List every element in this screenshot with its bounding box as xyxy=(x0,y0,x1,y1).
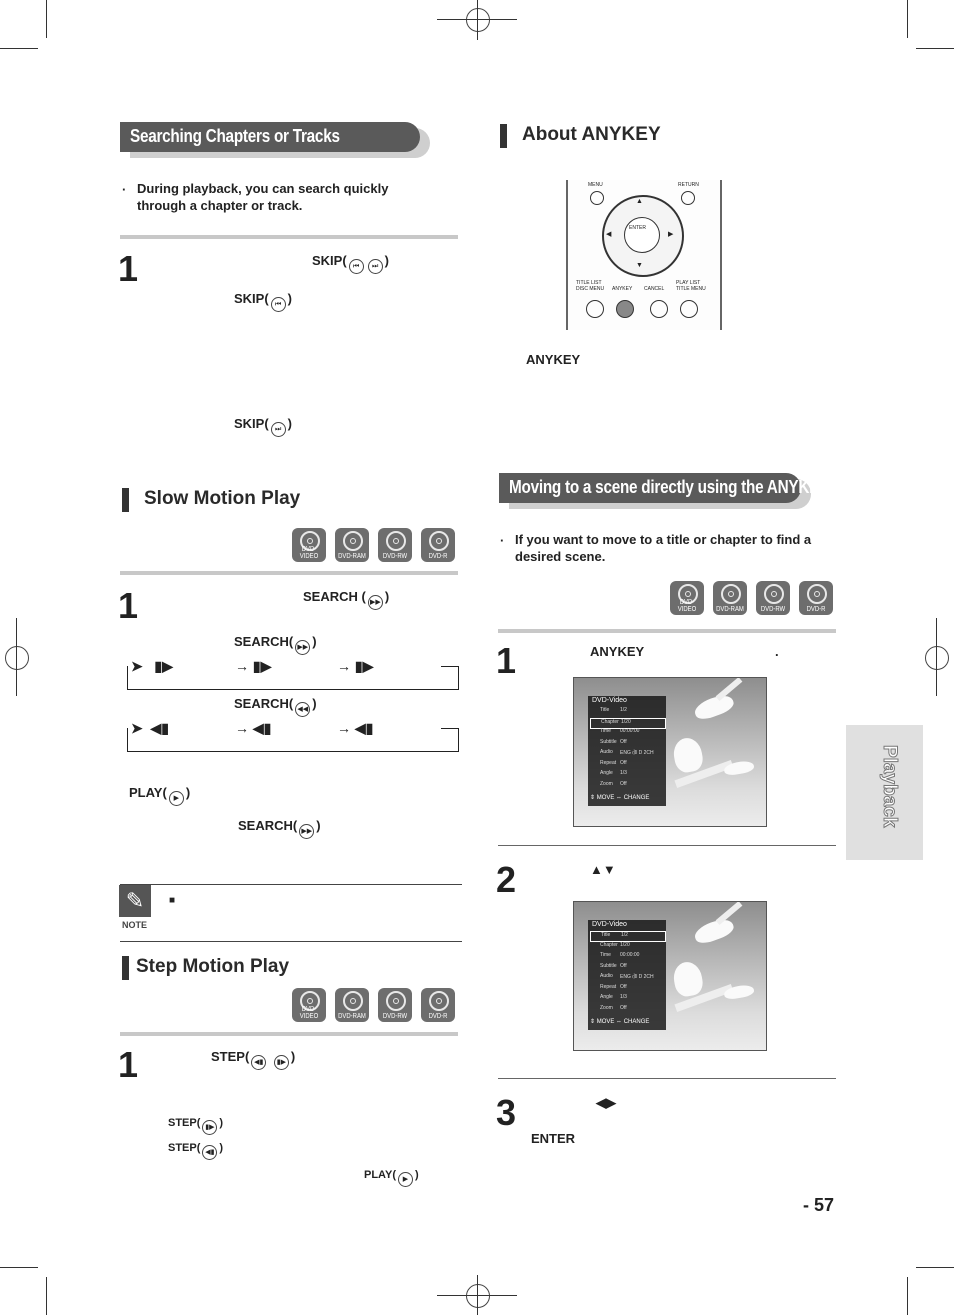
osd-screenshot: DVD-Video Title 1/2 Chapter 1/20 Time 00:00:00 Subtitle Off Audio ENG ㏈ D 2CH Repeat Off Angle 1/3 Zoom Off ⇕ MOVE ⇔ CHANGE xyxy=(573,901,767,1051)
skip-forward-label: SKIP( ⏭ ) xyxy=(234,416,292,437)
search-back-icon: ◀◀ xyxy=(295,702,310,717)
anykey-label: ANYKEY xyxy=(526,352,581,367)
disc-badge-dvd-r: DVD-R xyxy=(799,581,833,615)
reverse-speed-diagram: ➤ ◀▮ → ◀▮ → ◀▮ xyxy=(127,722,459,752)
osd-row: Chapter 1/20 xyxy=(590,718,666,729)
searching-chapters-banner xyxy=(120,122,420,152)
moving-scene-title: Moving to a scene directly using the ANYKEY xyxy=(509,477,830,497)
search-back-label: SEARCH( ◀◀ ) xyxy=(234,696,317,717)
skip-back-icon: ⏮ xyxy=(271,297,286,312)
searching-chapters-title: Searching Chapters or Tracks xyxy=(130,126,340,146)
step-number: 1 xyxy=(118,248,139,289)
disc-badge-dvd-video: DVD-VIDEO xyxy=(292,528,326,562)
disc-badge-dvd-ram: DVD-RAM xyxy=(713,581,747,615)
step-number: 1 xyxy=(118,1044,139,1085)
search-last-label: SEARCH( ▶▶ ) xyxy=(238,818,321,839)
search-label: SEARCH ( ▶▶ ) xyxy=(303,589,389,610)
moving-scene-banner xyxy=(499,473,830,503)
osd-row: Chapter 1/20 xyxy=(600,941,630,948)
disc-badge-dvd-ram: DVD-RAM xyxy=(335,528,369,562)
osd-row: Time 00:00:00 xyxy=(600,728,640,734)
forward-speed-diagram: ➤ ▮▶ → ▮▶ → ▮▶ xyxy=(127,660,459,690)
disc-badges xyxy=(292,988,462,1024)
step-number: 3 xyxy=(496,1092,517,1133)
osd-screenshot: DVD-Video Title 1/2 Chapter 1/20 Time 00:00:00 Subtitle Off Audio ENG ㏈ D 2CH Repeat Off Angle 1/3 Zoom Off ⇕ MOVE ⇔ CHANGE xyxy=(573,677,767,827)
enter-label: ENTER xyxy=(531,1131,576,1146)
page-number: - 57 xyxy=(803,1195,835,1215)
skip-back-icon: ⏮ xyxy=(349,259,364,274)
search-icon: ▶▶ xyxy=(299,824,314,839)
disc-badge-dvd-video: DVD-VIDEO xyxy=(670,581,704,615)
skip-back-label: SKIP( ⏮ ) xyxy=(234,291,292,312)
note-icon: ✎ xyxy=(119,885,151,917)
disc-badge-dvd-rw: DVD-RW xyxy=(378,988,412,1022)
step-back-icon: ◀▮ xyxy=(202,1145,217,1160)
step-back-icon: ◀▮ xyxy=(251,1055,266,1070)
search-forward-label: SEARCH( ▶▶ ) xyxy=(234,634,317,655)
skip-forward-icon: ⏭ xyxy=(271,422,286,437)
play-icon: ▶ xyxy=(169,791,184,806)
disc-badge-dvd-video: DVD-VIDEO xyxy=(292,988,326,1022)
step-label: STEP( ◀▮ ▮▶ ) xyxy=(211,1049,295,1070)
step-number: 1 xyxy=(118,585,139,626)
play-label: PLAY( ▶ ) xyxy=(129,785,190,806)
disc-badges xyxy=(670,581,840,617)
osd-row: Angle 1/3 xyxy=(600,994,627,1000)
note-bullet: ■ xyxy=(169,895,176,906)
step-play-label: PLAY( ▶ ) xyxy=(364,1169,419,1187)
return-button xyxy=(681,191,695,205)
step-number: 1 xyxy=(496,640,517,681)
osd-row: Audio ENG ㏈ D 2CH xyxy=(600,973,654,980)
disc-badge-dvd-r: DVD-R xyxy=(421,988,455,1022)
disc-badge-dvd-ram: DVD-RAM xyxy=(335,988,369,1022)
step-b-label: STEP( ◀▮ ) xyxy=(168,1142,223,1160)
step-forward-icon: ▮▶ xyxy=(274,1055,289,1070)
note-label: NOTE xyxy=(122,920,148,930)
left-right-arrows: ◀▶ xyxy=(596,1095,616,1110)
anykey-step-label: ANYKEY xyxy=(590,644,645,659)
menu-button xyxy=(590,191,604,205)
disc-badge-dvd-r: DVD-R xyxy=(421,528,455,562)
osd-row: Subtitle Off xyxy=(600,962,627,969)
disc-badge-dvd-rw: DVD-RW xyxy=(756,581,790,615)
disc-badge-dvd-rw: DVD-RW xyxy=(378,528,412,562)
osd-row: Zoom Off xyxy=(600,1004,627,1011)
step-number: 2 xyxy=(496,859,517,900)
disc-badges xyxy=(292,528,462,564)
osd-row: Title 1/2 xyxy=(590,931,666,942)
step-forward-icon: ▮▶ xyxy=(202,1120,217,1135)
moving-bullet: If you want to move to a title or chapter to find a desired scene. xyxy=(515,532,812,564)
search-forward-icon: ▶▶ xyxy=(295,640,310,655)
side-tab xyxy=(846,725,923,860)
osd-row: Audio ENG ㏈ D 2CH xyxy=(600,749,654,756)
osd-row: Title 1/2 xyxy=(600,707,627,713)
side-tab-label: Playback xyxy=(879,745,900,828)
osd-row: Angle 1/3 xyxy=(600,770,627,776)
skip-forward-icon: ⏭ xyxy=(368,259,383,274)
searching-bullet: During playback, you can search quickly through a chapter or track. xyxy=(137,181,389,213)
step-a-label: STEP( ▮▶ ) xyxy=(168,1117,223,1135)
osd-row: Subtitle Off xyxy=(600,738,627,745)
enter-button xyxy=(624,217,660,253)
osd-row: Repeat Off xyxy=(600,983,627,990)
skip-both-label: SKIP( ⏮ ⏭ ) xyxy=(312,253,389,274)
up-down-arrows: ▲▼ xyxy=(590,862,616,877)
play-icon: ▶ xyxy=(398,1172,413,1187)
osd-row: Zoom Off xyxy=(600,780,627,787)
osd-row: Time 00:00:00 xyxy=(600,952,640,958)
remote-control-image: MENU RETURN ENTER ▲ ▼ ◀ ▶ TITLE LIST DISC MENU ANYKEY CANCEL PLAY LIST TITLE MENU xyxy=(566,180,722,330)
osd-row: Repeat Off xyxy=(600,759,627,766)
anykey-button xyxy=(616,300,634,318)
search-forward-icon: ▶▶ xyxy=(368,595,383,610)
